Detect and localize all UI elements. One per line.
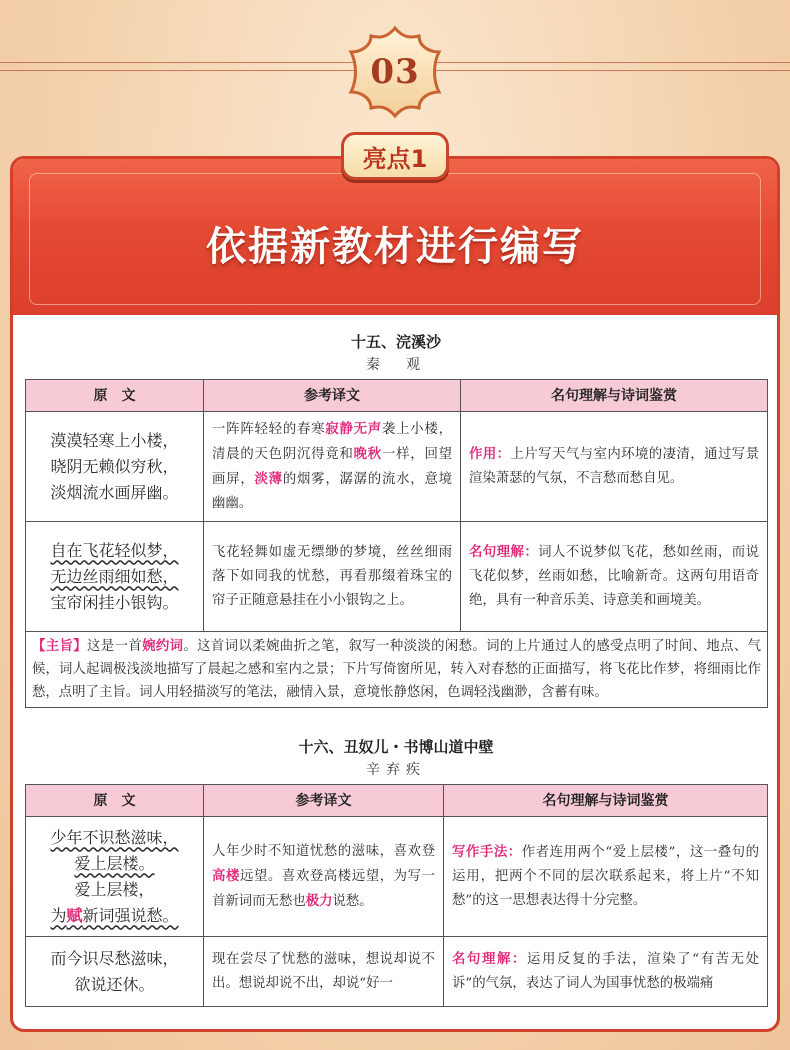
- poem-line: 淡烟流水画屏幽。: [50, 482, 179, 502]
- poem-line: 爱上层楼。: [74, 853, 155, 873]
- appreciation-text: 名句理解：运用反复的手法，渲染了“有苦无处诉”的气氛，表达了词人为国事忧愁的极端痛: [444, 937, 768, 1007]
- poem-line: 无边丝雨细如愁，: [50, 566, 179, 586]
- poem-line: 而今识尽愁滋味，: [50, 948, 179, 968]
- appreciation-text: 名句理解：词人不说梦似飞花，愁如丝雨，而说飞花似梦，丝雨如愁，比喻新奇。这两句用语奇绝，具有一种音乐美、诗意美和画境美。: [461, 522, 768, 632]
- original-text: [26, 937, 204, 1007]
- highlight-label: 亮点1: [341, 132, 449, 180]
- poem-line: 宝帘闲挂小银钩。: [50, 592, 179, 612]
- poem-title: 十五、浣溪沙: [350, 333, 441, 351]
- appreciation-tag: 写作手法：: [452, 844, 522, 860]
- table-header-row: [26, 380, 768, 412]
- header-translation: 参考译文: [204, 785, 444, 817]
- highlight-word: 淡薄: [254, 471, 283, 487]
- poem-line: 漠漠轻寒上小楼，: [50, 430, 179, 450]
- appreciation-tag: 名句理解：: [469, 544, 539, 560]
- poem-line: 为赋新词强说愁。: [50, 905, 179, 925]
- banner: [13, 159, 777, 315]
- highlight-word: 寂静无声: [325, 421, 382, 437]
- appreciation-tag: 作用：: [469, 446, 511, 462]
- summary-text: 【主旨】这是一首婉约词。这首词以柔婉曲折之笔，叙写一种淡淡的闲愁。词的上片通过人的感受点明了时间、地点、气候，词人起调极浅淡地描写了晨起之感和室内之景；下片写倚窗所见，转入对春愁的正面描写，将飞花比作梦，将细雨比作愁，点明了主旨。词人用轻描淡写的笔法，融情入景，意境怅静悠闲，色调轻浅幽渺，含蓄有味。: [26, 632, 768, 708]
- poem-content: [25, 331, 767, 1007]
- summary-row: [26, 632, 768, 708]
- highlight-word: 婉约词: [142, 638, 184, 654]
- table-row: [26, 937, 768, 1007]
- poem-author: 秦 观: [366, 357, 426, 373]
- poem-line: 爱上层楼，: [74, 879, 155, 899]
- highlight-word: 晚秋: [353, 446, 382, 462]
- content-card: [10, 156, 780, 1032]
- header-appreciation: 名句理解与诗词鉴赏: [461, 380, 768, 412]
- highlight-word: 高楼: [212, 867, 240, 884]
- header-appreciation: 名句理解与诗词鉴赏: [444, 785, 768, 817]
- original-text: [26, 817, 204, 937]
- highlight-word: 赋: [66, 905, 83, 925]
- section-number-badge: [345, 24, 445, 120]
- original-text: [26, 522, 204, 632]
- table-header-row: [26, 785, 768, 817]
- translation-text: 飞花轻舞如虚无缥缈的梦境，丝丝细雨落下如同我的忧愁，再看那缀着珠宝的帘子正随意悬挂在小小银钩之上。: [204, 522, 461, 632]
- original-text: [26, 412, 204, 522]
- translation-text: 现在尝尽了忧愁的滋味，想说却说不出。想说却说不出，却说“好一: [204, 937, 444, 1007]
- poem-line: 少年不识愁滋味，: [50, 827, 179, 847]
- poem-author: 辛弃疾: [366, 762, 426, 778]
- poem-line: 自在飞花轻似梦，: [50, 540, 179, 560]
- table-row: [26, 522, 768, 632]
- banner-title: 依据新教材进行编写: [206, 224, 584, 270]
- poem-table: [25, 784, 768, 1007]
- section-number: 03: [370, 52, 420, 92]
- poem-line: 欲说还休。: [74, 974, 155, 994]
- appreciation-text: 作用：上片写天气与室内环境的凄清，通过写景渲染萧瑟的气氛，不言愁而愁自见。: [461, 412, 768, 522]
- translation-text: 人年少时不知道忧愁的滋味，喜欢登高楼远望。喜欢登高楼远望，为写一首新词而无愁也极力说愁。: [204, 817, 444, 937]
- table-row: [26, 817, 768, 937]
- header-original: 原 文: [26, 785, 204, 817]
- summary-tag: 【主旨】: [32, 639, 88, 654]
- poem-title: 十六、丑奴儿・书博山道中壁: [298, 738, 494, 756]
- table-row: [26, 412, 768, 522]
- poem-line: 晓阴无赖似穷秋，: [50, 456, 179, 476]
- appreciation-tag: 名句理解：: [452, 951, 528, 967]
- header-translation: 参考译文: [204, 380, 461, 412]
- highlight-word: 极力: [305, 892, 333, 909]
- translation-text: 一阵阵轻轻的春寒寂静无声袭上小楼，清晨的天色阴沉得竟和晚秋一样，回望画屏，淡薄的烟雾，潺潺的流水，意境幽幽。: [204, 412, 461, 522]
- poem-table: [25, 379, 768, 708]
- appreciation-text: 写作手法：作者连用两个“爱上层楼”，这一叠句的运用，把两个不同的层次联系起来，将上片“不知愁”的这一思想表达得十分完整。: [444, 817, 768, 937]
- header-original: 原 文: [26, 380, 204, 412]
